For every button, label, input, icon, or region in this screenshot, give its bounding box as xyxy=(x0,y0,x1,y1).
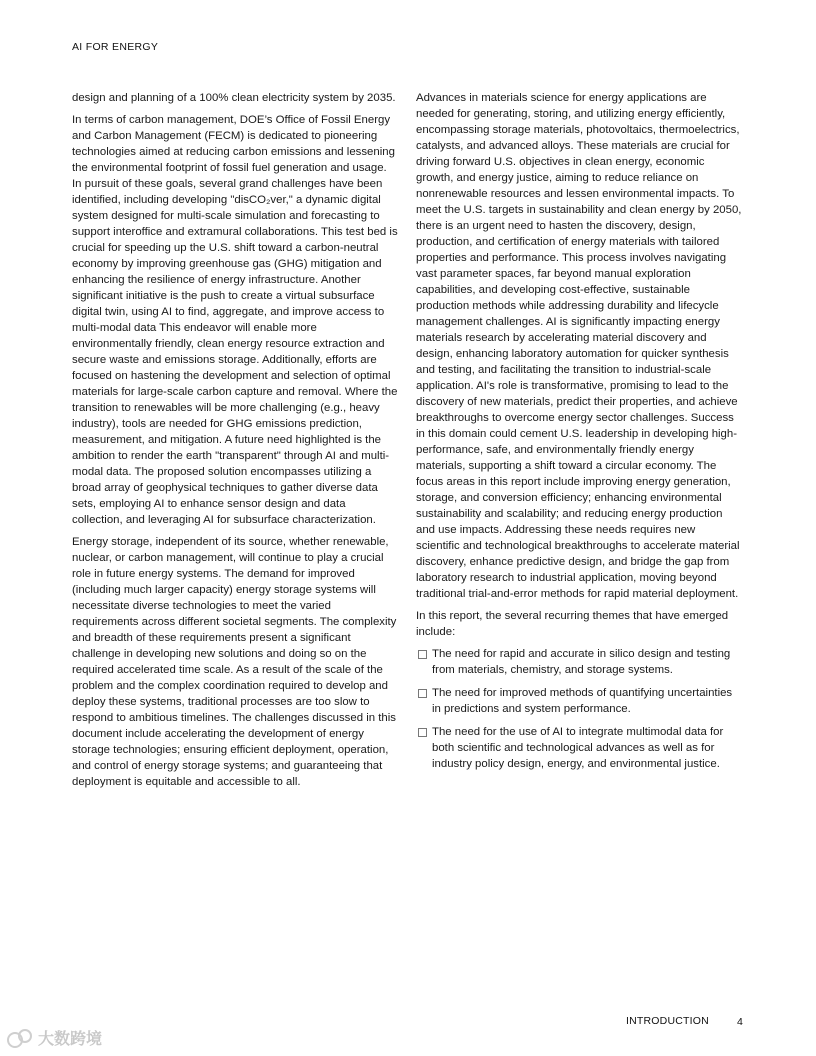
bullet-box-icon xyxy=(418,689,427,698)
theme-list xyxy=(416,646,742,772)
watermark-text: 大数跨境 xyxy=(38,1031,103,1048)
list-item xyxy=(416,724,742,772)
list-item xyxy=(416,685,742,717)
bullet-box-icon xyxy=(418,650,427,659)
list-item-text: The need for improved methods of quantifying uncertainties in predictions and system performance. xyxy=(432,687,733,715)
paragraph: design and planning of a 100% clean electricity system by 2035. xyxy=(72,92,396,104)
footer-section-label: INTRODUCTION xyxy=(626,1015,709,1027)
paragraph: In this report, the several recurring themes that have emerged include: xyxy=(416,610,729,638)
list-item-text: The need for rapid and accurate in silico design and testing from materials, chemistry, and storage systems. xyxy=(432,648,731,676)
page-number: 4 xyxy=(737,1016,743,1028)
running-header: AI FOR ENERGY xyxy=(72,41,159,53)
left-column xyxy=(72,90,398,796)
right-column xyxy=(416,90,742,779)
list-item-text: The need for the use of AI to integrate multimodal data for both scientific and technological advances as well as for industry policy design, energy, and environmental justice. xyxy=(432,726,724,770)
bullet-box-icon xyxy=(418,728,427,737)
watermark-logo-icon xyxy=(6,1027,34,1049)
paragraph: Advances in materials science for energy applications are needed for generating, storing, and utilizing energy efficiently, encompassing storage materials, photovoltaics, thermoelectrics, catalysts, and advanced alloys. These materials are crucial for driving forward U.S. objectives in clean energy, economic growth, and energy justice, aiming to reduce reliance on nonrenewable resources and lessen environmental impacts. To meet the U.S. targets in sustainability and clean energy by 2050, there is an urgent need to hasten the discovery, design, production, and certification of energy materials with tailored properties and performance. This process involves navigating vast parameter spaces, far beyond manual exploration capabilities, and developing cost-effective, sustainable production methods while addressing durability and lifecycle management challenges. AI is significantly impacting energy materials research by accelerating material discovery and design, enhancing laboratory automation for quicker synthesis and testing, and facilitating the transition to industrial-scale application. AI's role is transformative, promising to lead to the discovery of new materials, predict their properties, and achieve breakthroughs to overcome energy sector challenges. Success in this domain could cement U.S. leadership in developing high-performance, safe, and environmentally friendly energy materials, supporting a shift toward a circular economy. The focus areas in this report include improving energy generation, storage, and conversion efficiency; enhancing environmental sustainability and scalability; and reducing energy production and use impacts. Addressing these needs requires new scientific and technological breakthroughs to accelerate material discovery, enhance predictive design, and bridge the gap from laboratory research to industrial application, moving beyond traditional trial-and-error methods for rapid material deployment. xyxy=(416,92,742,600)
list-item xyxy=(416,646,742,678)
watermark xyxy=(6,1026,102,1049)
paragraph: In terms of carbon management, DOE’s Office of Fossil Energy and Carbon Management (FECM) is dedicated to pioneering technologies aimed at reducing carbon emissions and lessening the environmental footprint of fossil fuel generation and usage. In pursuit of these goals, several grand challenges have been identified, including developing "disCO₂ver," a dynamic digital system designed for multi-scale simulation and forecasting to support interoffice and extramural collaborations. This test bed is crucial for speeding up the U.S. shift toward a carbon-neutral economy by improving greenhouse gas (GHG) mitigation and enhancing the resilience of energy infrastructure. Another significant initiative is the push to create a virtual subsurface digital twin, using AI to find, aggregate, and improve access to multi-modal data This endeavor will enable more environmentally friendly, clean energy resource extraction and secure waste and emissions storage. Additionally, efforts are focused on hastening the development and selection of optimal materials for large-scale carbon capture and removal. Where the transition to renewables will be more challenging (e.g., heavy industry), tools are needed for GHG emissions prediction, measurement, and mitigation. A future need highlighted is the ambition to render the earth "transparent" through AI and multi-modal data. The proposed solution encompasses utilizing a broad array of geophysical techniques to gather diverse data sets, employing AI to enhance sensor design and data collection, and leveraging AI for subsurface characterization. xyxy=(72,114,398,526)
paragraph: Energy storage, independent of its source, whether renewable, nuclear, or carbon management, will continue to play a crucial role in future energy systems. The demand for improved (including much larger capacity) energy storage systems will necessitate diverse technologies to meet the varied requirements across different societal segments. The complexity and breadth of these requirements present a significant challenge in developing new solutions and doing so on the required accelerated time scale. As a result of the scale of the problem and the complex coordination required to develop and deploy these systems, traditional processes are too slow to respond to ambitious timelines. The challenges discussed in this document include accelerating the development of energy storage technologies; ensuring efficient deployment, operation, and control of energy storage systems; and guaranteeing that deployment is equitable and accessible to all. xyxy=(72,536,397,788)
